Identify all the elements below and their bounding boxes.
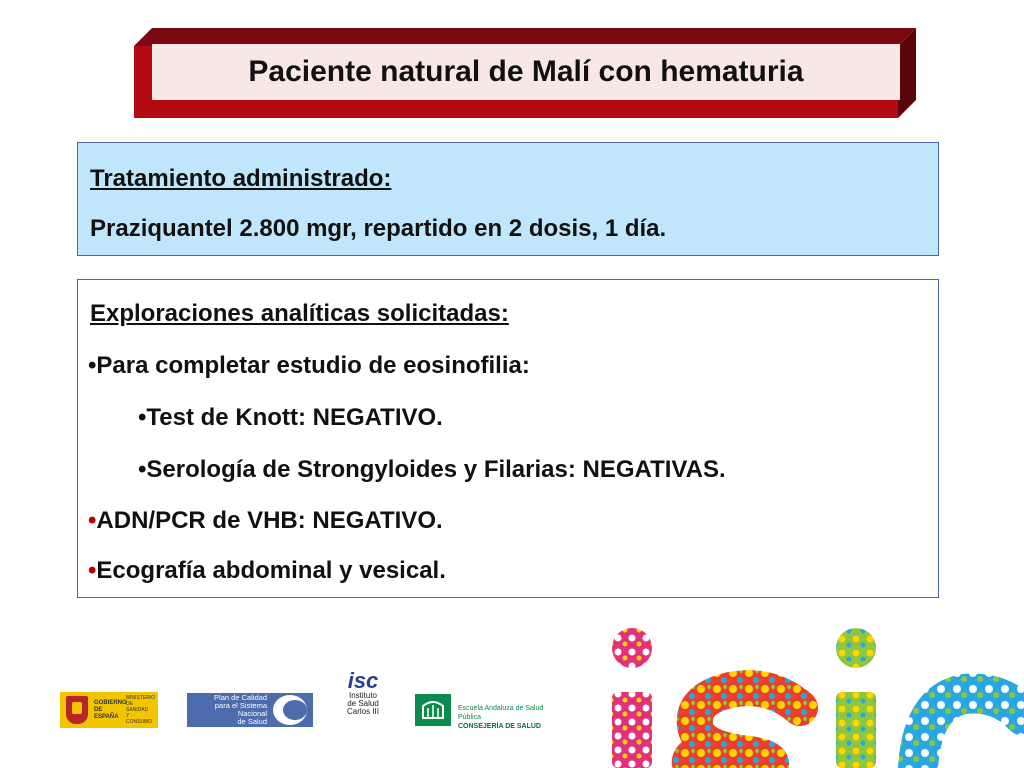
coat-of-arms-icon	[66, 696, 88, 724]
plan-calidad-label: Plan de Calidad para el Sistema Nacional de Salud	[214, 693, 267, 726]
plan-calidad-logo	[187, 693, 313, 727]
letter-i2-stem	[836, 692, 876, 768]
isciii-label: Instituto de Salud Carlos III	[346, 691, 379, 716]
explorations-box	[77, 279, 939, 598]
list-item	[88, 509, 443, 533]
page-title: Paciente natural de Malí con hematuria	[248, 55, 804, 88]
plan-calidad-c-icon	[273, 695, 307, 725]
treatment-heading: Tratamiento administrado:	[90, 165, 392, 192]
junta-andalucia-logo	[415, 694, 451, 726]
gobierno-espana-logo	[60, 692, 158, 728]
letter-i-stem	[612, 692, 652, 768]
list-item-text: ADN/PCR de VHB: NEGATIVO.	[96, 507, 443, 534]
list-item	[88, 559, 446, 583]
letter-i2-dot	[836, 628, 876, 668]
list-item	[88, 354, 530, 378]
bullet: •	[88, 352, 97, 379]
list-item-text: Serología de Strongyloides y Filarias: NEGATIVAS.	[146, 456, 726, 483]
letter-s	[690, 688, 800, 768]
letter-i-dot	[612, 628, 652, 668]
isciii-logo	[340, 670, 386, 732]
isciii-mark: isc	[347, 668, 379, 693]
list-item	[138, 458, 726, 482]
bullet: •	[88, 557, 97, 584]
easp-logo	[458, 704, 568, 731]
isic-decorative-logo	[600, 620, 1024, 768]
treatment-text: Praziquantel 2.800 mgr, repartido en 2 dosis, 1 día.	[90, 215, 667, 242]
consejeria-label: CONSEJERÍA DE SALUD	[458, 723, 541, 730]
list-item-text: Test de Knott: NEGATIVO.	[146, 404, 443, 431]
treatment-box	[77, 142, 939, 256]
bullet: •	[138, 456, 147, 483]
gobierno-label: GOBIERNO DE ESPAÑA	[94, 699, 127, 720]
list-item-text: Ecografía abdominal y vesical.	[96, 557, 446, 584]
junta-emblem-icon	[415, 694, 451, 726]
easp-label: Escuela Andaluza de Salud Pública	[458, 705, 544, 721]
list-item	[138, 406, 443, 430]
list-item-text: Para completar estudio de eosinofilia:	[96, 352, 530, 379]
letter-c	[918, 693, 1024, 768]
explorations-heading: Exploraciones analíticas solicitadas:	[90, 300, 509, 327]
bullet: •	[138, 404, 147, 431]
bullet: •	[88, 507, 97, 534]
ministry-label: MINISTERIO DE SANIDAD Y CONSUMO	[126, 695, 156, 725]
